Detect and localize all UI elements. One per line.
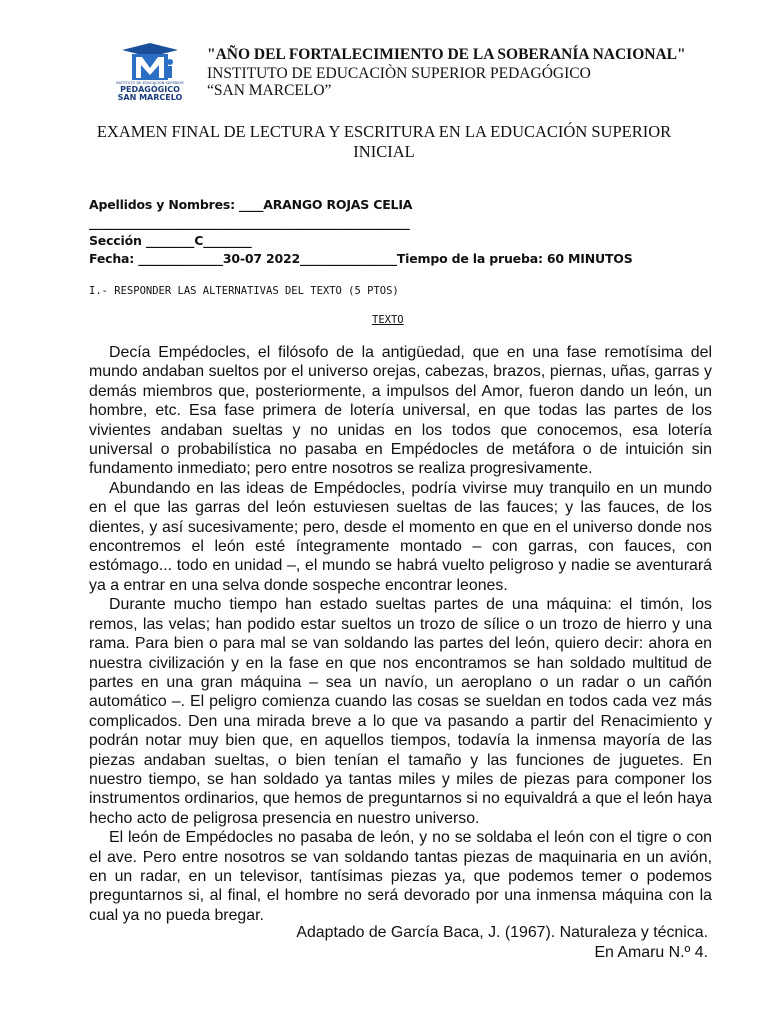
exam-title xyxy=(60,122,708,162)
paragraph: Abundando en las ideas de Empédocles, podría vivirse muy tranquilo en un mundo en el que las garras del león estuviesen sueltas de las fauces; y las fauces, de los dientes, y así sucesivamente; pero, desde el momento en que en el universo donde nos encontremos el león esté íntegramente montado – con garras, con fauces, con estómago... todo en unidad –, el mundo se habrá vuelto peligroso y nadie se aventurará ya a entrar en una selva donde sospeche encontrar leones. xyxy=(89,479,712,594)
institute-line: INSTITUTO DE EDUCACIÒN SUPERIOR PEDAGÓGICO xyxy=(207,65,591,82)
logo-line-2: PEDAGÓGICO xyxy=(120,85,180,94)
citation-publication: En Amaru N.º 4. xyxy=(594,944,708,961)
institute-logo xyxy=(104,42,196,102)
logo-line-3: SAN MARCELO xyxy=(117,93,183,102)
section-field: Sección ________C________ xyxy=(89,233,252,248)
paragraph: El león de Empédocles no pasaba de león, y no se soldaba el león con el tigre o con el ave. Pero entre nosotros se van soldando tantas piezas de maquinaria en un avión, en un radar, en un televisor, tantísimas piezas ya, que podemos temer o podemos preguntarnos si, al final, el hombre no será devorado por una inmensa máquina con la cual ya no pueda bregar. xyxy=(89,829,712,924)
institute-name: “SAN MARCELO” xyxy=(207,82,332,99)
year-motto: "AÑO DEL FORTALECIMIENTO DE LA SOBERANÍA NACIONAL" xyxy=(207,46,686,63)
blank-line: _____________________________________________________ xyxy=(89,215,410,230)
text-heading: TEXTO xyxy=(372,314,404,326)
exam-title-line-1: EXAMEN FINAL DE LECTURA Y ESCRITURA EN LA EDUCACIÓN SUPERIOR xyxy=(96,122,672,141)
instruction: I.- RESPONDER LAS ALTERNATIVAS DEL TEXTO (5 PTOS) xyxy=(89,285,399,297)
citation-source: Adaptado de García Baca, J. (1967). Naturaleza y técnica. xyxy=(296,924,708,941)
student-name-field: Apellidos y Nombres: ____ARANGO ROJAS CELIA xyxy=(89,197,413,212)
logo-line-1: INSTITUTO DE EDUCACIÓN SUPERIOR xyxy=(116,81,184,85)
paragraph: Decía Empédocles, el filósofo de la antigüedad, que en una fase remotísima del mundo andaban sueltos por el universo orejas, cabezas, brazos, piernas, uñas, garras y demás miembros que, posteriormente, a impulsos del Amor, fueron dando un león, un hombre, etc. Esa fase primera de lotería universal, en que todas las partes de los vivientes andaban sueltas y no unidas en los todos que conocemos, esa lotería universal o probabilística no pasaba en Empédocles de metáfora o de intuición sin fundamento inmediato; pero entre nosotros se realiza progresivamente. xyxy=(89,344,712,478)
reading-text xyxy=(89,343,712,925)
paragraph: Durante mucho tiempo han estado sueltas partes de una máquina: el timón, los remos, las velas; han podido estar sueltos un trozo de sílice o un trozo de hierro y una rama. Para bien o para mal se van soldando las partes del león, quiero decir: ahora en nuestra civilización y en la fase en que nos encontramos se han soldado multitud de partes en una gran máquina – sea un navío, un aeroplano o un radar o un cañón automático –. El peligro comienza cuando las cosas se sueldan en todos cada vez más complicados. Den una mirada breve a lo que va pasando a partir del Renacimiento y podrán notar muy bien que, en aquellos tiempos, todavía la inmensa mayoría de las piezas andaban sueltas, o bien tenían el tamaño y las funciones de juguetes. En nuestro tiempo, se han soldado ya tantas miles y miles de piezas para componer los instrumentos ordinarios, que hemos de preguntarnos si no equivaldrá a que el león haya hecho acto de peligrosa presencia en nuestro universo. xyxy=(89,596,712,827)
date-time-field: Fecha: ______________30-07 2022________________Tiempo de la prueba: 60 MINUTOS xyxy=(89,251,633,266)
exam-title-line-2: INICIAL xyxy=(353,142,415,161)
